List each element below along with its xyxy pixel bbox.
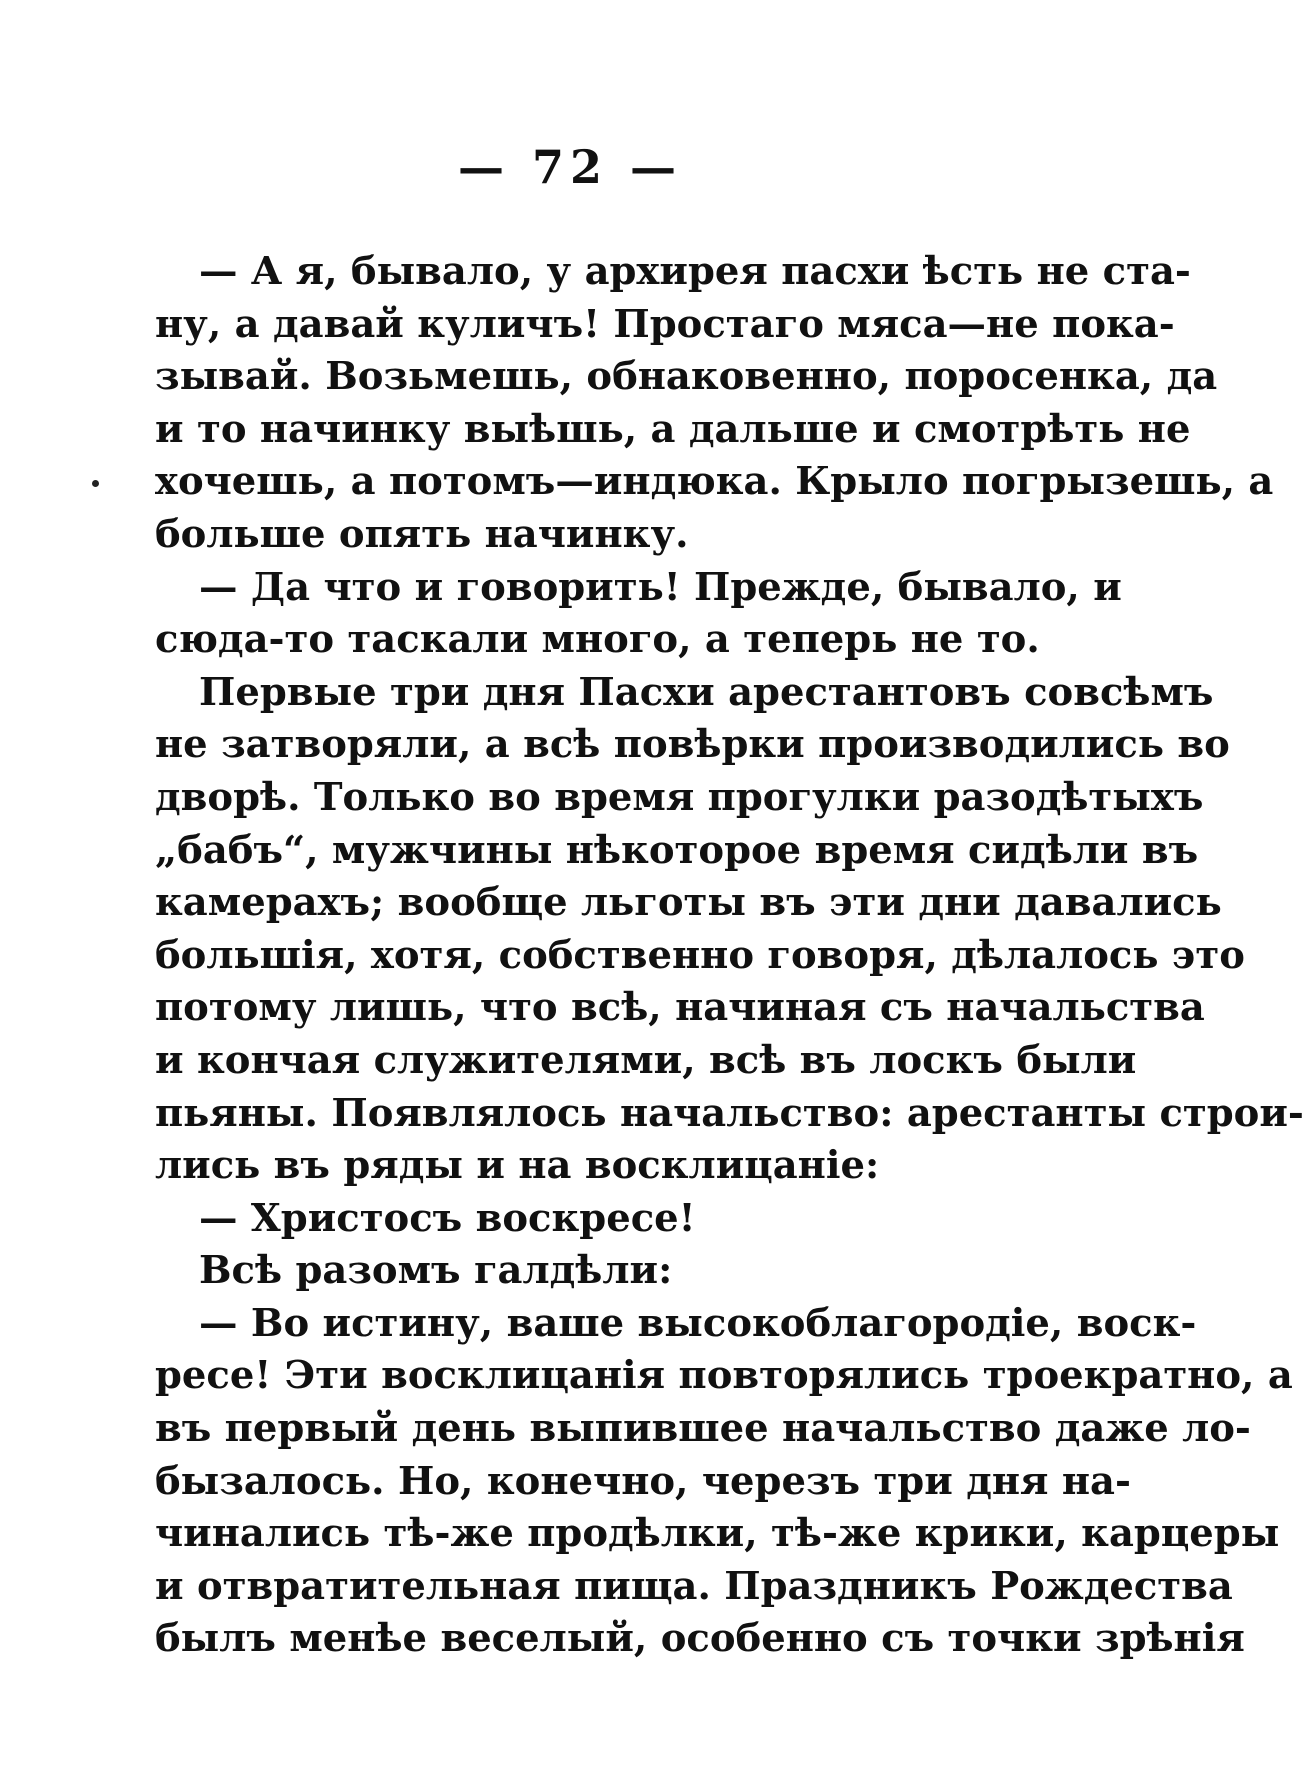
text-line: и то начинку выѣшь, а дальше и смотрѣть не (155, 406, 1191, 452)
text-line: — Во истину, ваше высокоблагородіе, воск- (199, 1300, 1197, 1346)
text-line: ну, а давай куличъ! Простаго мяса—не пока- (155, 301, 1175, 347)
text-line: не затворяли, а всѣ повѣрки производились во (155, 722, 1230, 768)
text-line: — Христосъ воскресе! (199, 1195, 696, 1241)
text-line: былъ менѣе веселый, особенно съ точки зрѣнія (155, 1616, 1245, 1662)
page-number: — 72 — (457, 140, 683, 194)
text-line: и кончая служителями, всѣ въ лоскъ были (155, 1037, 1137, 1083)
text-line: пьяны. Появлялось начальство: арестанты строи- (155, 1090, 1304, 1136)
text-line: хочешь, а потомъ—индюка. Крыло погрызешь, а (155, 459, 1274, 505)
text-line: — А я, бывало, у архирея пасхи ѣсть не ста- (199, 249, 1191, 294)
text-line: дворѣ. Только во время прогулки разодѣтыхъ (155, 774, 1204, 820)
text-line: Всѣ разомъ галдѣли: (199, 1248, 673, 1294)
body-text (155, 246, 1304, 1666)
text-line: бызалось. Но, конечно, черезъ три дня на- (155, 1458, 1131, 1504)
text-line: Первые три дня Пасхи арестантовъ совсѣмъ (199, 669, 1214, 715)
text-line: „бабъ“, мужчины нѣкоторое время сидѣли въ (155, 827, 1199, 873)
text-line: лись въ ряды и на восклицаніе: (155, 1143, 880, 1189)
text-line: сюда-то таскали много, а теперь не то. (155, 617, 1040, 663)
text-line: ресе! Эти восклицанія повторялись троекратно, а (155, 1353, 1293, 1399)
ink-speck (92, 480, 99, 487)
text-line: большія, хотя, собственно говоря, дѣлалось это (155, 932, 1245, 978)
text-line: камерахъ; вообще льготы въ эти дни давались (155, 880, 1222, 926)
text-line: зывай. Возьмешь, обнаковенно, поросенка, да (155, 354, 1218, 400)
text-line: въ первый день выпившее начальство даже ло- (155, 1406, 1251, 1452)
text-line: потому лишь, что всѣ, начиная съ начальства (155, 985, 1205, 1031)
text-line: больше опять начинку. (155, 511, 689, 557)
text-line: и отвратительная пища. Праздникъ Рождества (155, 1563, 1233, 1609)
text-line: чинались тѣ-же продѣлки, тѣ-же крики, карцеры (155, 1511, 1280, 1557)
text-line: — Да что и говорить! Прежде, бывало, и (199, 564, 1122, 610)
